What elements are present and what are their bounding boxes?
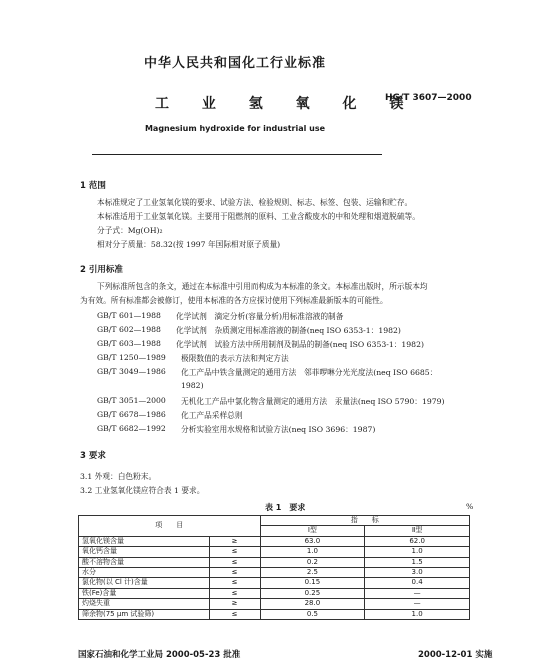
section-1-line: 相对分子质量：58.32(按 1997 年国际相对原子质量) [97, 240, 281, 249]
reference-code: GB/T 6682—1992 [97, 424, 166, 433]
section-1-line: 本标准适用于工业氢氧化镁。主要用于阻燃剂的原料、工业含酸废水的中和处理和烟道脱硫等。 [97, 212, 420, 221]
row-type-1-value: 0.2 [260, 557, 365, 567]
english-title: Magnesium hydroxide for industrial use [144, 124, 326, 133]
standard-number: HG/T 3607—2000 [385, 93, 472, 103]
row-type-1-value: 0.5 [260, 609, 365, 619]
column-header-type-2: Ⅱ型 [365, 526, 470, 536]
section-2-intro: 下列标准所包含的条文，通过在本标准中引用而构成为本标准的条文。本标准出版时，所示版本均 [97, 282, 428, 291]
row-type-1-value: 63.0 [260, 536, 365, 546]
reference-title: 分析实验室用水规格和试验方法(neq ISO 3696：1987) [181, 425, 376, 434]
reference-code: GB/T 3051—2000 [97, 396, 166, 405]
row-name: 灼烧失重 [79, 599, 210, 609]
header-divider [92, 154, 382, 155]
requirements-table [78, 515, 470, 620]
table-row [79, 536, 470, 546]
section-1-heading: 1 范围 [80, 181, 106, 191]
row-type-1-value: 0.25 [260, 588, 365, 598]
reference-code: GB/T 603—1988 [97, 339, 161, 348]
row-type-1-value: 0.15 [260, 578, 365, 588]
row-type-1-value: 1.0 [260, 547, 365, 557]
row-type-2-value: 62.0 [365, 536, 470, 546]
section-3-heading: 3 要求 [80, 451, 106, 461]
reference-title: 化工产品中铁含量测定的通用方法 邻菲啰啉分光光度法(neq ISO 6685： [181, 368, 438, 377]
row-sign: ≥ [209, 599, 260, 609]
reference-code: GB/T 602—1988 [97, 325, 161, 334]
table-caption: 表 1 要求 [265, 503, 306, 512]
reference-title: 化学试剂 滴定分析(容量分析)用标准溶液的制备 [176, 312, 344, 321]
table-row [79, 588, 470, 598]
row-type-2-value: — [365, 599, 470, 609]
section-2-intro: 为有效。所有标准都会被修订，使用本标准的各方应探讨使用下列标准最新版本的可能性。 [80, 296, 388, 305]
row-sign: ≥ [209, 536, 260, 546]
section-2-heading: 2 引用标准 [80, 265, 123, 275]
row-type-2-value: 1.5 [365, 557, 470, 567]
row-name: 铁(Fe)含量 [79, 588, 210, 598]
row-type-2-value: 0.4 [365, 578, 470, 588]
reference-code: GB/T 3049—1986 [97, 367, 166, 376]
row-name: 氧化钙含量 [79, 547, 210, 557]
row-sign: ≤ [209, 609, 260, 619]
row-sign: ≤ [209, 568, 260, 578]
table-row [79, 599, 470, 609]
reference-title: 化学试剂 试验方法中所用制剂及制品的制备(neq ISO 6353-1：1982) [176, 340, 424, 349]
row-sign: ≤ [209, 588, 260, 598]
section-3-item: 3.1 外观：白色粉末。 [80, 472, 157, 481]
table-unit: % [466, 502, 474, 511]
approval-line: 国家石油和化学工业局 2000-05-23 批准 [78, 650, 241, 660]
column-header-index: 指 标 [260, 516, 469, 526]
row-type-2-value: — [365, 588, 470, 598]
implementation-line: 2000-12-01 实施 [418, 650, 493, 660]
reference-code: GB/T 1250—1989 [97, 353, 166, 362]
row-type-1-value: 28.0 [260, 599, 365, 609]
table-row [79, 578, 470, 588]
reference-title: 无机化工产品中氯化物含量测定的通用方法 汞量法(neq ISO 5790：1979) [181, 397, 445, 406]
row-name: 筛余物(75 μm 试验筛) [79, 609, 210, 619]
reference-title: 极限数值的表示方法和判定方法 [181, 354, 289, 363]
row-sign: ≤ [209, 547, 260, 557]
row-name: 水分 [79, 568, 210, 578]
row-name: 酸不溶物含量 [79, 557, 210, 567]
table-row [79, 568, 470, 578]
table-header-row [79, 516, 470, 526]
section-3-item: 3.2 工业氢氧化镁应符合表 1 要求。 [80, 486, 205, 495]
row-name: 氢氧化镁含量 [79, 536, 210, 546]
row-sign: ≤ [209, 578, 260, 588]
column-header-type-1: Ⅰ型 [260, 526, 365, 536]
reference-code: GB/T 6678—1986 [97, 410, 166, 419]
section-1-line: 本标准规定了工业氢氧化镁的要求、试验方法、检验规则、标志、标签、包装、运输和贮存。 [97, 198, 413, 207]
row-type-2-value: 1.0 [365, 547, 470, 557]
reference-title-continued: 1982) [181, 381, 204, 390]
reference-title: 化学试剂 杂质测定用标准溶液的制备(neq ISO 6353-1：1982) [176, 326, 401, 335]
row-type-2-value: 1.0 [365, 609, 470, 619]
table-row [79, 557, 470, 567]
row-type-2-value: 3.0 [365, 568, 470, 578]
column-header-item: 项 目 [79, 516, 261, 537]
reference-code: GB/T 601—1988 [97, 311, 161, 320]
row-type-1-value: 2.5 [260, 568, 365, 578]
table-row [79, 547, 470, 557]
row-name: 氯化物(以 Cl 计)含量 [79, 578, 210, 588]
document-title: 工 业 氢 氧 化 镁 [155, 96, 418, 112]
reference-title: 化工产品采样总则 [181, 411, 243, 420]
row-sign: ≤ [209, 557, 260, 567]
section-1-line: 分子式：Mg(OH)₂ [97, 226, 163, 235]
table-row [79, 609, 470, 619]
publisher-line: 中华人民共和国化工行业标准 [143, 56, 326, 71]
